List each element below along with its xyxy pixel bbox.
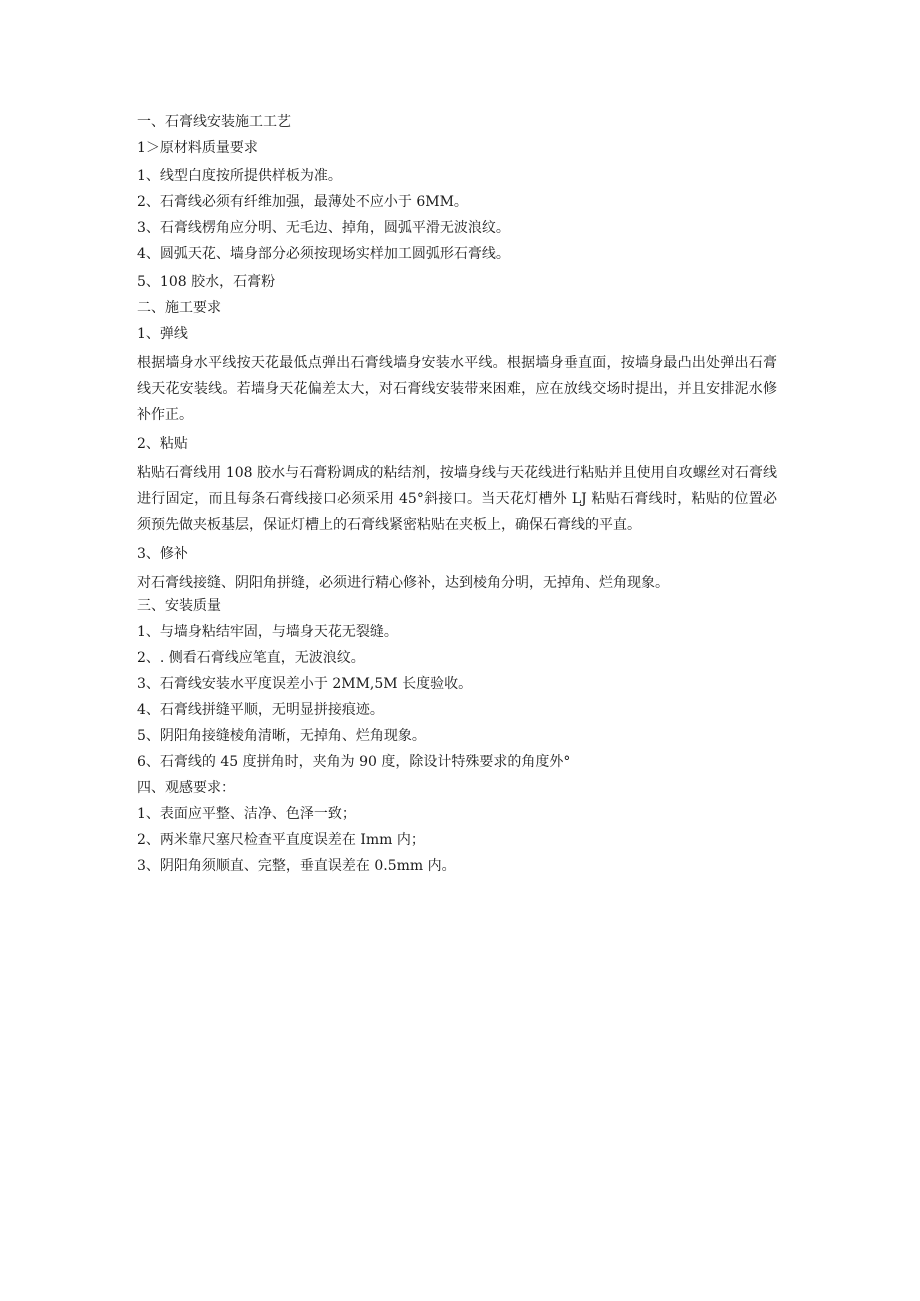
list-item: 3、阴阳角须顺直、完整，垂直误差在 0.5mm 内。 [137, 858, 456, 874]
paragraph: 对石膏线接缝、阴阳角拼缝，必须进行精心修补，达到棱角分明，无掉角、烂角现象。 [137, 575, 669, 591]
subsection-title: 2、粘贴 [137, 436, 188, 452]
list-item: 1、表面应平整、洁净、色泽一致； [137, 806, 356, 822]
list-item: 5、阴阳角接缝棱角清晰，无掉角、烂角现象。 [137, 728, 426, 744]
section2-heading: 二、施工要求 [137, 300, 221, 316]
list-item: 2、. 侧看石膏线应笔直，无波浪纹。 [137, 650, 365, 666]
list-item: 6、石膏线的 45 度拼角时，夹角为 90 度，除设计特殊要求的角度外° [137, 754, 571, 770]
section1-heading: 一、石膏线安装施工工艺 [137, 114, 291, 130]
section3-heading: 三、安装质量 [137, 598, 221, 614]
list-item: 5、108 胶水，石膏粉 [137, 274, 276, 290]
list-item: 1、与墙身粘结牢固，与墙身天花无裂缝。 [137, 624, 398, 640]
list-item: 1、线型白度按所提供样板为准。 [137, 168, 342, 184]
paragraph: 粘贴石膏线用 108 胶水与石膏粉调成的粘结剂，按墙身线与天花线进行粘贴并且使用自攻螺丝对石膏线进行固定，而且每条石膏线接口必须采用 45°斜接口。当天花灯槽外 LJ 粘贴石膏线时，粘贴的位置必须预先做夹板基层，保证灯槽上的石膏线紧密粘贴在夹板上，确保石膏线的平直。 [137, 465, 777, 533]
subsection-title: 1、弹线 [137, 326, 188, 342]
subsection-title: 3、修补 [137, 546, 188, 562]
document-body [137, 112, 777, 876]
list-item: 2、石膏线必须有纤维加强，最薄处不应小于 6MM。 [137, 194, 468, 210]
list-item: 4、圆弧天花、墙身部分必须按现场实样加工圆弧形石膏线。 [137, 246, 510, 262]
list-item: 4、石膏线拼缝平顺，无明显拼接痕迹。 [137, 702, 384, 718]
section4-heading: 四、观感要求： [137, 780, 235, 796]
paragraph: 根据墙身水平线按天花最低点弹出石膏线墙身安装水平线。根据墙身垂直面，按墙身最凸出处弹出石膏线天花安装线。若墙身天花偏差太大，对石膏线安装带来困难，应在放线交场时提出，并且安排泥水修补作正。 [137, 355, 777, 423]
list-item: 3、石膏线楞角应分明、无毛边、掉角，圆弧平滑无波浪纹。 [137, 220, 510, 236]
list-item: 2、两米靠尺塞尺检查平直度误差在 Imm 内； [137, 832, 425, 848]
section1-subheading: 1＞原材料质量要求 [137, 140, 258, 156]
list-item: 3、石膏线安装水平度误差小于 2MM,5M 长度验收。 [137, 676, 473, 692]
